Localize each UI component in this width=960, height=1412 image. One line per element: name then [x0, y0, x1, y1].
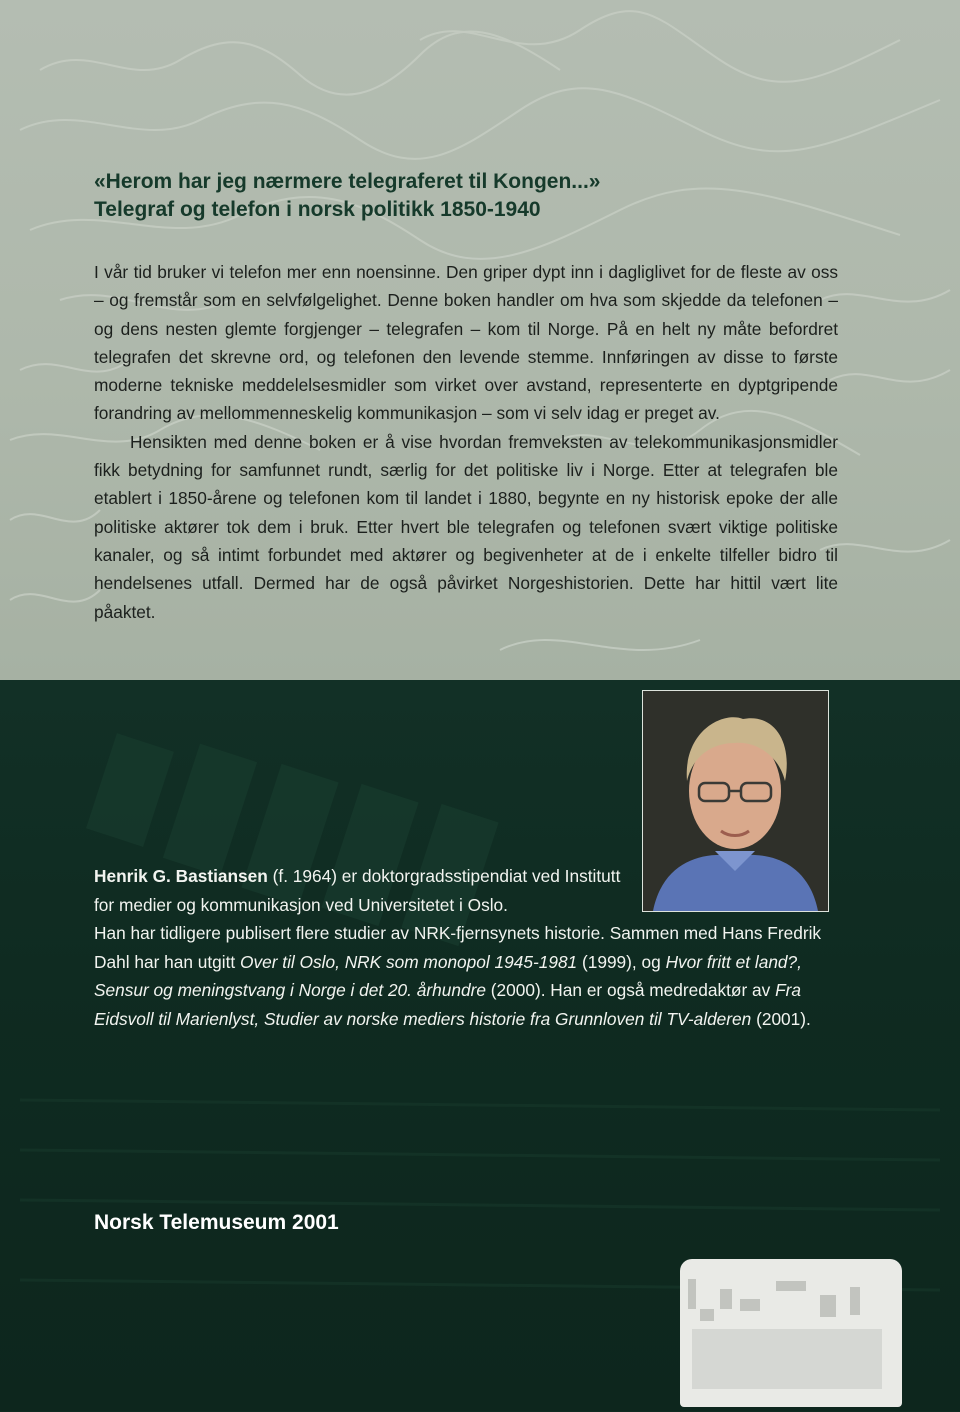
title-line-2: Telegraf og telefon i norsk politikk 1850-1940 — [94, 198, 541, 221]
author-bio-part-1: (f. 1964) er doktorgradsstipendiat ved Institutt for medier og kommunikasjon ved Universitetet i Oslo. — [94, 866, 621, 915]
barcode-sticker — [680, 1259, 902, 1407]
author-bio-part-3: (1999), og — [577, 951, 666, 972]
sticker-remnant-icon — [680, 1259, 902, 1407]
book-description — [94, 258, 838, 626]
author-name: Henrik G. Bastiansen — [94, 866, 268, 886]
title-line-1: «Herom har jeg nærmere telegraferet til Kongen...» — [94, 170, 601, 193]
book-reference-1: Over til Oslo, NRK som monopol 1945-1981 — [240, 951, 578, 972]
author-bio-first — [94, 862, 634, 919]
author-bio-part-2: Han har tidligere publisert flere studier av NRK-fjernsynets historie. Sammen med Hans Fredrik Dahl har han utgitt — [94, 923, 822, 972]
author-bio — [94, 862, 834, 1033]
description-paragraph-2: Hensikten med denne boken er å vise hvordan fremveksten av telekommunikasjonsmidler fikk betydning for samfunnet rundt, særlig for det politiske liv i Norge. Etter at telegrafen ble etablert i 1850-årene og telefonen kom til landet i 1880, begynte en ny historisk epoke der alle politiske aktører tok dem i bruk. Etter hvert ble telegrafen og telefonen svært viktige politiske kanaler, og så intimt forbundet med aktører og begivenheter at de i enkelte tilfeller bidro til hendelsenes utfall. Dermed har de også påvirket Norgeshistorien. Dette har hittil vært lite påaktet. — [94, 431, 838, 622]
book-title — [94, 168, 600, 224]
publisher-line: Norsk Telemuseum 2001 — [94, 1211, 339, 1234]
author-bio-part-4: (2000). Han er også medredaktør av — [485, 980, 776, 1000]
book-reference-3: Fra Eidsvoll til Marienlyst, Studier av norske mediers historie fra Grunnloven til TV-alderen — [94, 980, 801, 1029]
author-bio-part-5: (2001). — [751, 1008, 811, 1029]
back-cover-top-panel — [0, 0, 960, 680]
book-reference-2: Hvor fritt et land?, Sensur og meningstvang i Norge i det 20. århundre — [94, 951, 802, 1000]
description-paragraph-1: I vår tid bruker vi telefon mer enn noensinne. Den griper dypt inn i dagliglivet for de fleste av oss – og fremstår som en selvfølgelighet. Denne boken handler om hva som skjedde da telefonen – og dens nesten glemte forgjenger – telegrafen – kom til Norge. På en helt ny måte befordret telegrafen det skrevne ord, og telefonen den levende stemme. Innføringen av disse to første moderne tekniske meddelelsesmidler som virket over avstand, representerte en dyptgripende forandring av mellommenneskelig kommunikasjon – som vi selv idag er preget av. — [94, 262, 838, 424]
